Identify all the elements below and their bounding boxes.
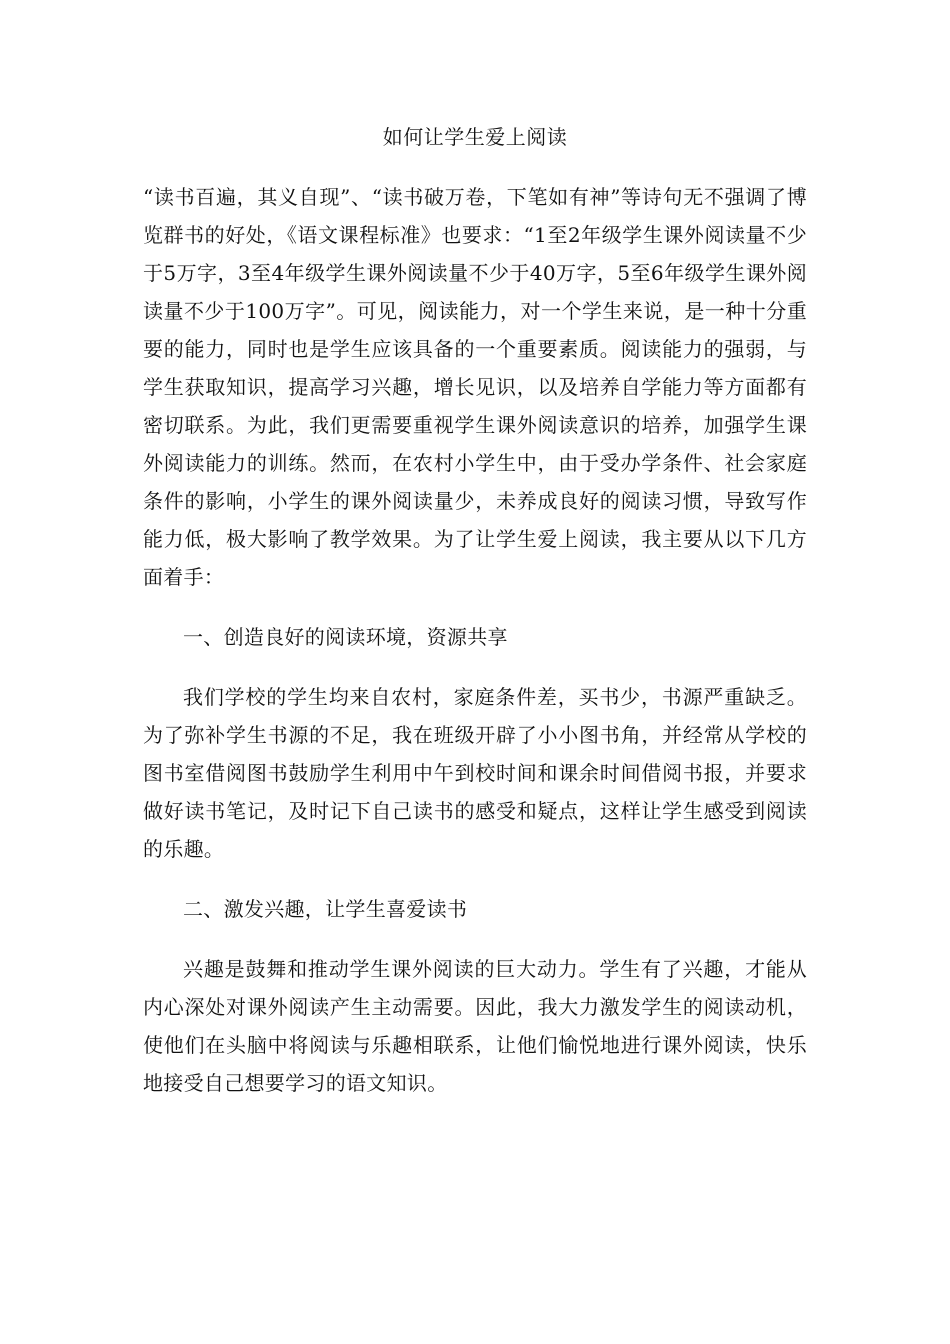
section-body-2: 兴趣是鼓舞和推动学生课外阅读的巨大动力。学生有了兴趣，才能从内心深处对课外阅读产生主动需要。因此，我大力激发学生的阅读动机，使他们在头脑中将阅读与乐趣相联系，让他们愉悦地进行课外阅读，快乐地接受自己想要学习的语文知识。 [143, 957, 807, 1095]
document-body [143, 118, 807, 1102]
section-body-1: 我们学校的学生均来自农村，家庭条件差，买书少，书源严重缺乏。为了弥补学生书源的不足，我在班级开辟了小小图书角，并经常从学校的图书室借阅图书鼓励学生利用中午到校时间和课余时间借阅书报，并要求做好读书笔记，及时记下自己读书的感受和疑点，这样让学生感受到阅读的乐趣。 [143, 685, 807, 861]
document-title: 如何让学生爱上阅读 [382, 125, 568, 149]
section-heading-1: 一、创造良好的阅读环境，资源共享 [183, 625, 508, 649]
intro-paragraph: “读书百遍，其义自现”、“读书破万卷，下笔如有神”等诗句无不强调了博览群书的好处，《语文课程标准》也要求：“1至2年级学生课外阅读量不少于5万字，3至4年级学生课外阅读量不少于40万字，5至6年级学生课外阅读量不少于100万字”。可见，阅读能力，对一个学生来说，是一种十分重要的能力，同时也是学生应该具备的一个重要素质。阅读能力的强弱，与学生获取知识，提高学习兴趣，增长见识，以及培养自学能力等方面都有密切联系。为此，我们更需要重视学生课外阅读意识的培养，加强学生课外阅读能力的训练。然而，在农村小学生中，由于受办学条件、社会家庭条件的影响，小学生的课外阅读量少，未养成良好的阅读习惯，导致写作能力低，极大影响了教学效果。为了让学生爱上阅读，我主要从以下几方面着手： [143, 185, 807, 589]
section-heading-2: 二、激发兴趣，让学生喜爱读书 [183, 897, 468, 921]
